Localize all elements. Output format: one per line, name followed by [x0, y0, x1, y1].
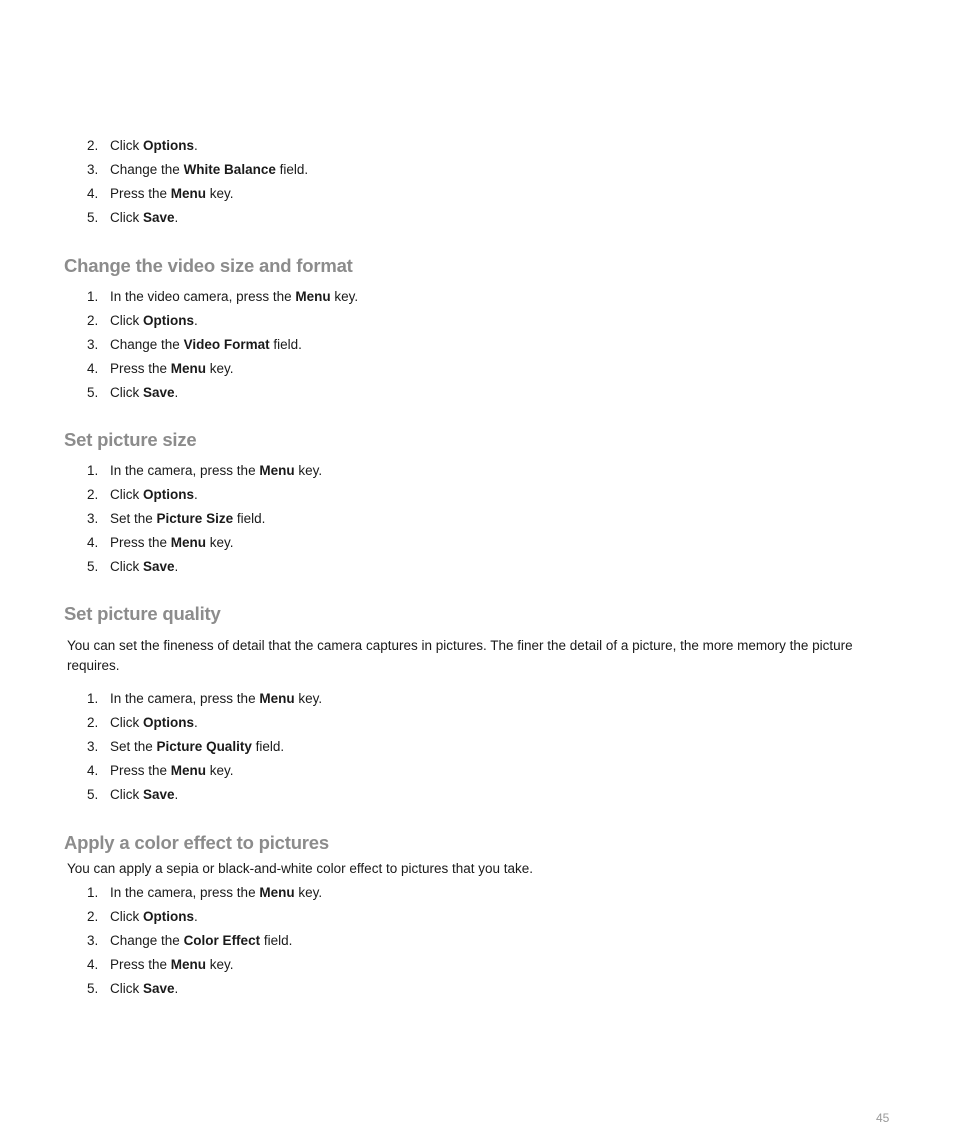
section-heading-picture-size: Set picture size — [64, 429, 197, 450]
list-item — [0, 158, 800, 182]
list-item — [0, 759, 800, 783]
step-number: 1. — [87, 463, 99, 478]
step-number: 2. — [87, 313, 99, 328]
step-text: Click Save. — [110, 385, 179, 400]
page-number: 45 — [876, 1111, 890, 1125]
step-text: Change the Video Format field. — [110, 337, 302, 352]
step-text: Change the Color Effect field. — [110, 933, 293, 948]
section-heading-video-size: Change the video size and format — [64, 255, 353, 276]
list-item — [0, 531, 800, 555]
step-text: Press the Menu key. — [110, 186, 234, 201]
step-number: 3. — [87, 933, 99, 948]
steps-list-video-size — [0, 285, 800, 405]
step-number: 3. — [87, 162, 99, 177]
step-text: Click Save. — [110, 559, 179, 574]
step-text: Click Save. — [110, 210, 179, 225]
steps-list-white-balance — [0, 134, 800, 230]
step-number: 4. — [87, 957, 99, 972]
list-item — [0, 182, 800, 206]
step-number: 5. — [87, 385, 99, 400]
step-text: In the camera, press the Menu key. — [110, 463, 323, 478]
step-text: Set the Picture Quality field. — [110, 739, 285, 754]
step-text: Press the Menu key. — [110, 361, 234, 376]
list-item — [0, 687, 800, 711]
list-item — [0, 381, 800, 405]
step-number: 4. — [87, 361, 99, 376]
step-number: 5. — [87, 559, 99, 574]
step-text: Click Options. — [110, 313, 198, 328]
step-number: 3. — [87, 511, 99, 526]
list-item — [0, 711, 800, 735]
list-item — [0, 783, 800, 807]
step-text: Change the White Balance field. — [110, 162, 309, 177]
step-text: Press the Menu key. — [110, 763, 234, 778]
step-text: In the video camera, press the Menu key. — [110, 289, 359, 304]
step-text: In the camera, press the Menu key. — [110, 691, 323, 706]
list-item — [0, 929, 800, 953]
step-number: 2. — [87, 487, 99, 502]
step-number: 2. — [87, 138, 99, 153]
list-item — [0, 735, 800, 759]
step-text: Click Options. — [110, 487, 198, 502]
step-number: 5. — [87, 210, 99, 225]
list-item — [0, 507, 800, 531]
step-number: 3. — [87, 337, 99, 352]
step-text: Press the Menu key. — [110, 535, 234, 550]
list-item — [0, 309, 800, 333]
section-heading-color-effect: Apply a color effect to pictures — [64, 832, 329, 853]
step-number: 3. — [87, 739, 99, 754]
step-number: 1. — [87, 885, 99, 900]
list-item — [0, 459, 800, 483]
list-item — [0, 206, 800, 230]
list-item — [0, 953, 800, 977]
list-item — [0, 285, 800, 309]
step-text: In the camera, press the Menu key. — [110, 885, 323, 900]
step-text: Click Options. — [110, 715, 198, 730]
list-item — [0, 881, 800, 905]
list-item — [0, 977, 800, 1001]
section-heading-picture-quality: Set picture quality — [64, 603, 221, 624]
step-text: Click Save. — [110, 787, 179, 802]
list-item — [0, 483, 800, 507]
list-item — [0, 333, 800, 357]
list-item — [0, 905, 800, 929]
step-text: Click Save. — [110, 981, 179, 996]
step-number: 1. — [87, 289, 99, 304]
steps-list-color-effect — [0, 881, 800, 1001]
steps-list-picture-size — [0, 459, 800, 579]
step-text: Press the Menu key. — [110, 957, 234, 972]
step-text: Set the Picture Size field. — [110, 511, 266, 526]
step-number: 5. — [87, 787, 99, 802]
list-item — [0, 134, 800, 158]
steps-list-picture-quality — [0, 687, 800, 807]
step-number: 4. — [87, 186, 99, 201]
step-text: Click Options. — [110, 138, 198, 153]
section-intro-picture-quality: You can set the fineness of detail that the camera captures in pictures. The finer the detail of a picture, the more memory the picture requires. — [67, 638, 853, 673]
list-item — [0, 555, 800, 579]
step-number: 5. — [87, 981, 99, 996]
step-number: 4. — [87, 763, 99, 778]
step-number: 2. — [87, 715, 99, 730]
step-number: 2. — [87, 909, 99, 924]
list-item — [0, 357, 800, 381]
step-text: Click Options. — [110, 909, 198, 924]
step-number: 1. — [87, 691, 99, 706]
section-intro-color-effect: You can apply a sepia or black-and-white color effect to pictures that you take. — [67, 861, 534, 876]
step-number: 4. — [87, 535, 99, 550]
